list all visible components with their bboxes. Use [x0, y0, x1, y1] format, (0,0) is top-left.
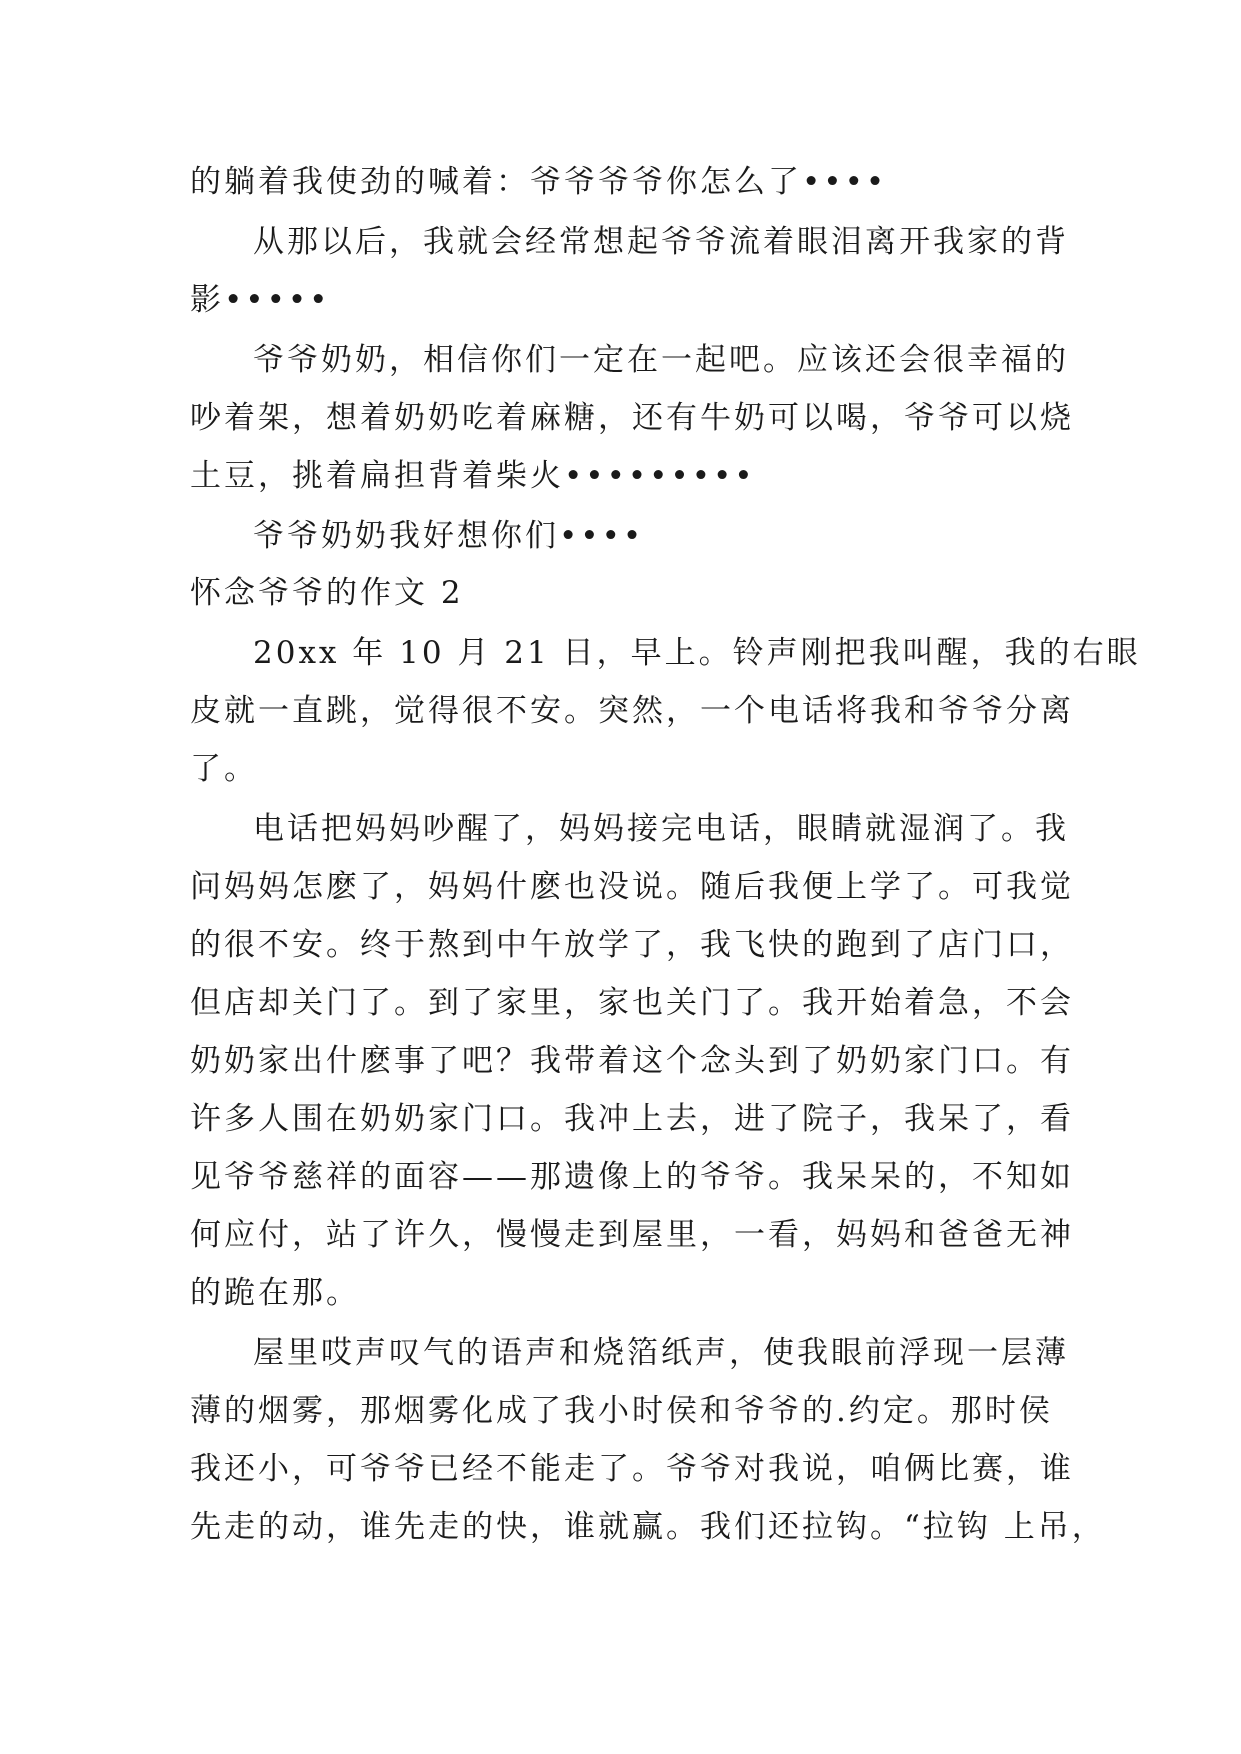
paragraph-line: 从那以后，我就会经常想起爷爷流着眼泪离开我家的背 — [253, 224, 1069, 260]
paragraph-line: 20xx 年 10 月 21 日，早上。铃声刚把我叫醒，我的右眼 — [253, 635, 1141, 671]
text-line: 皮就一直跳，觉得很不安。突然，一个电话将我和爷爷分离 — [190, 693, 1074, 729]
text-line: 我还小，可爷爷已经不能走了。爷爷对我说，咱俩比赛，谁 — [190, 1451, 1074, 1487]
paragraph-line: 屋里哎声叹气的语声和烧箔纸声，使我眼前浮现一层薄 — [253, 1335, 1069, 1371]
paragraph-line: 爷爷奶奶，相信你们一定在一起吧。应该还会很幸福的 — [253, 342, 1069, 378]
text-line: 吵着架，想着奶奶吃着麻糖，还有牛奶可以喝，爷爷可以烧 — [190, 400, 1074, 436]
text-line: 见爷爷慈祥的面容——那遗像上的爷爷。我呆呆的，不知如 — [190, 1159, 1074, 1195]
text-line: 了。 — [190, 751, 258, 787]
text-line: 影••••• — [190, 282, 331, 318]
text-line: 土豆，挑着扁担背着柴火••••••••• — [190, 458, 756, 494]
text-line: 问妈妈怎麽了，妈妈什麽也没说。随后我便上学了。可我觉 — [190, 869, 1074, 905]
text-line: 何应付，站了许久，慢慢走到屋里，一看，妈妈和爸爸无神 — [190, 1217, 1074, 1253]
text-line: 的跪在那。 — [190, 1275, 360, 1311]
section-title: 怀念爷爷的作文 2 — [190, 575, 464, 611]
text-line: 先走的动，谁先走的快，谁就赢。我们还拉钩。“拉钩 上吊， — [190, 1509, 1106, 1545]
paragraph-line: 爷爷奶奶我好想你们•••• — [253, 518, 645, 554]
text-line: 的很不安。终于熬到中午放学了，我飞快的跑到了店门口， — [190, 927, 1074, 963]
paragraph-line: 电话把妈妈吵醒了，妈妈接完电话，眼睛就湿润了。我 — [253, 811, 1069, 847]
text-line: 薄的烟雾，那烟雾化成了我小时侯和爷爷的.约定。那时侯 — [190, 1393, 1053, 1429]
text-line: 的躺着我使劲的喊着：爷爷爷爷你怎么了•••• — [190, 164, 888, 200]
text-line: 奶奶家出什麽事了吧？我带着这个念头到了奶奶家门口。有 — [190, 1043, 1074, 1079]
text-line: 许多人围在奶奶家门口。我冲上去，进了院子，我呆了，看 — [190, 1101, 1074, 1137]
text-line: 但店却关门了。到了家里，家也关门了。我开始着急，不会 — [190, 985, 1074, 1021]
